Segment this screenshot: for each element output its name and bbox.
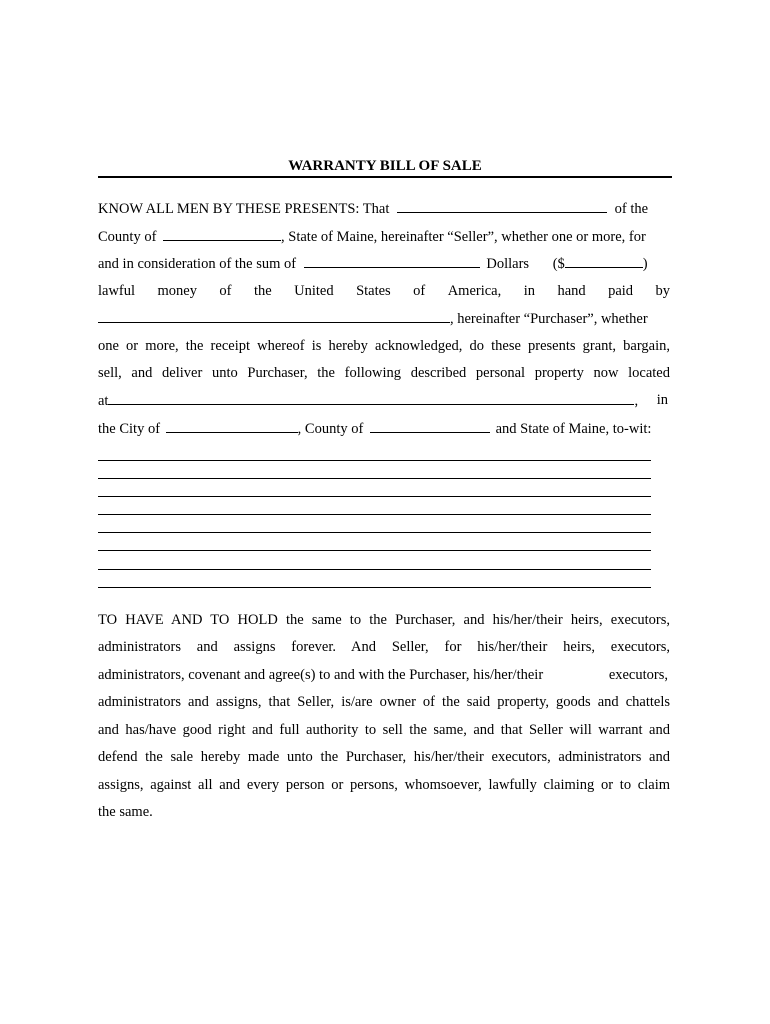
sum-words-blank[interactable] xyxy=(304,253,480,268)
habendum-line-3 xyxy=(98,665,670,685)
habendum-line-4: administrators and assigns, that Seller, is/are owner of the said property, goods and chattels xyxy=(98,694,670,710)
title-rule xyxy=(98,176,672,178)
habendum-text: administrators, covenant and agree(s) to and with the Purchaser, his/her/their xyxy=(98,667,544,683)
location-blank[interactable] xyxy=(108,390,634,405)
county-blank[interactable] xyxy=(370,418,490,433)
property-description-line[interactable] xyxy=(98,514,651,515)
seller-county-blank[interactable] xyxy=(163,226,281,241)
intro-word: in xyxy=(523,283,535,299)
intro-text: ) xyxy=(642,256,648,272)
intro-word: America, xyxy=(447,283,502,299)
property-description-line[interactable] xyxy=(98,550,651,551)
intro-line-4 xyxy=(98,281,670,301)
intro-text: , State of Maine, hereinafter “Seller”, whether one or more, for xyxy=(281,229,646,245)
habendum-line-5: and has/have good right and full authority to sell the same, and that Seller will warrant and xyxy=(98,722,670,738)
intro-line-9 xyxy=(98,418,670,438)
intro-word: of xyxy=(413,283,426,299)
sum-amount-blank[interactable] xyxy=(565,253,643,268)
intro-word: by xyxy=(655,283,670,299)
property-description-line[interactable] xyxy=(98,587,651,588)
intro-text: and State of Maine, to-wit: xyxy=(495,421,652,437)
property-description-line[interactable] xyxy=(98,496,651,497)
habendum-line-2: administrators and assigns forever. And Seller, for his/her/their heirs, executors, xyxy=(98,639,670,655)
property-description-line[interactable] xyxy=(98,532,651,533)
property-description-line[interactable] xyxy=(98,569,651,570)
intro-text: ($ xyxy=(552,256,565,272)
intro-word: the xyxy=(253,283,272,299)
intro-text: , hereinafter “Purchaser”, whether xyxy=(450,311,648,327)
intro-line-8 xyxy=(98,390,670,410)
intro-text: at xyxy=(98,393,109,409)
intro-text: of the xyxy=(614,201,649,217)
habendum-text: executors, xyxy=(608,667,668,683)
intro-text: in xyxy=(656,392,668,408)
purchaser-name-blank[interactable] xyxy=(98,308,450,323)
intro-word: lawful xyxy=(98,283,136,299)
intro-word: United xyxy=(294,283,334,299)
habendum-line-6: defend the sale hereby made unto the Purchaser, his/her/their executors, administrators and xyxy=(98,749,670,765)
property-description-line[interactable] xyxy=(98,478,651,479)
seller-name-blank[interactable] xyxy=(397,198,607,213)
intro-line-7: sell, and deliver unto Purchaser, the following described personal property now located xyxy=(98,365,670,381)
intro-line-2 xyxy=(98,226,670,246)
intro-text: County of xyxy=(98,229,157,245)
intro-text: the City of xyxy=(98,421,161,437)
intro-line-5 xyxy=(98,308,670,328)
intro-text: , xyxy=(634,393,639,409)
intro-word: of xyxy=(219,283,232,299)
intro-word: money xyxy=(157,283,197,299)
intro-line-1 xyxy=(98,198,670,218)
intro-word: paid xyxy=(608,283,634,299)
habendum-line-8: the same. xyxy=(98,804,153,820)
habendum-line-7: assigns, against all and every person or persons, whomsoever, lawfully claiming or to claim xyxy=(98,777,670,793)
intro-word: States xyxy=(356,283,391,299)
intro-text: Dollars xyxy=(486,256,530,272)
property-description-line[interactable] xyxy=(98,460,651,461)
intro-text: , County of xyxy=(297,421,364,437)
document-title: WARRANTY BILL OF SALE xyxy=(288,158,482,174)
intro-line-6: one or more, the receipt whereof is hereby acknowledged, do these presents grant, bargain, xyxy=(98,338,670,354)
intro-text: KNOW ALL MEN BY THESE PRESENTS: That xyxy=(98,201,390,217)
intro-word: hand xyxy=(557,283,586,299)
intro-line-3 xyxy=(98,253,670,273)
habendum-line-1: TO HAVE AND TO HOLD the same to the Purchaser, and his/her/their heirs, executors, xyxy=(98,612,670,628)
city-blank[interactable] xyxy=(166,418,298,433)
intro-text: and in consideration of the sum of xyxy=(98,256,297,272)
